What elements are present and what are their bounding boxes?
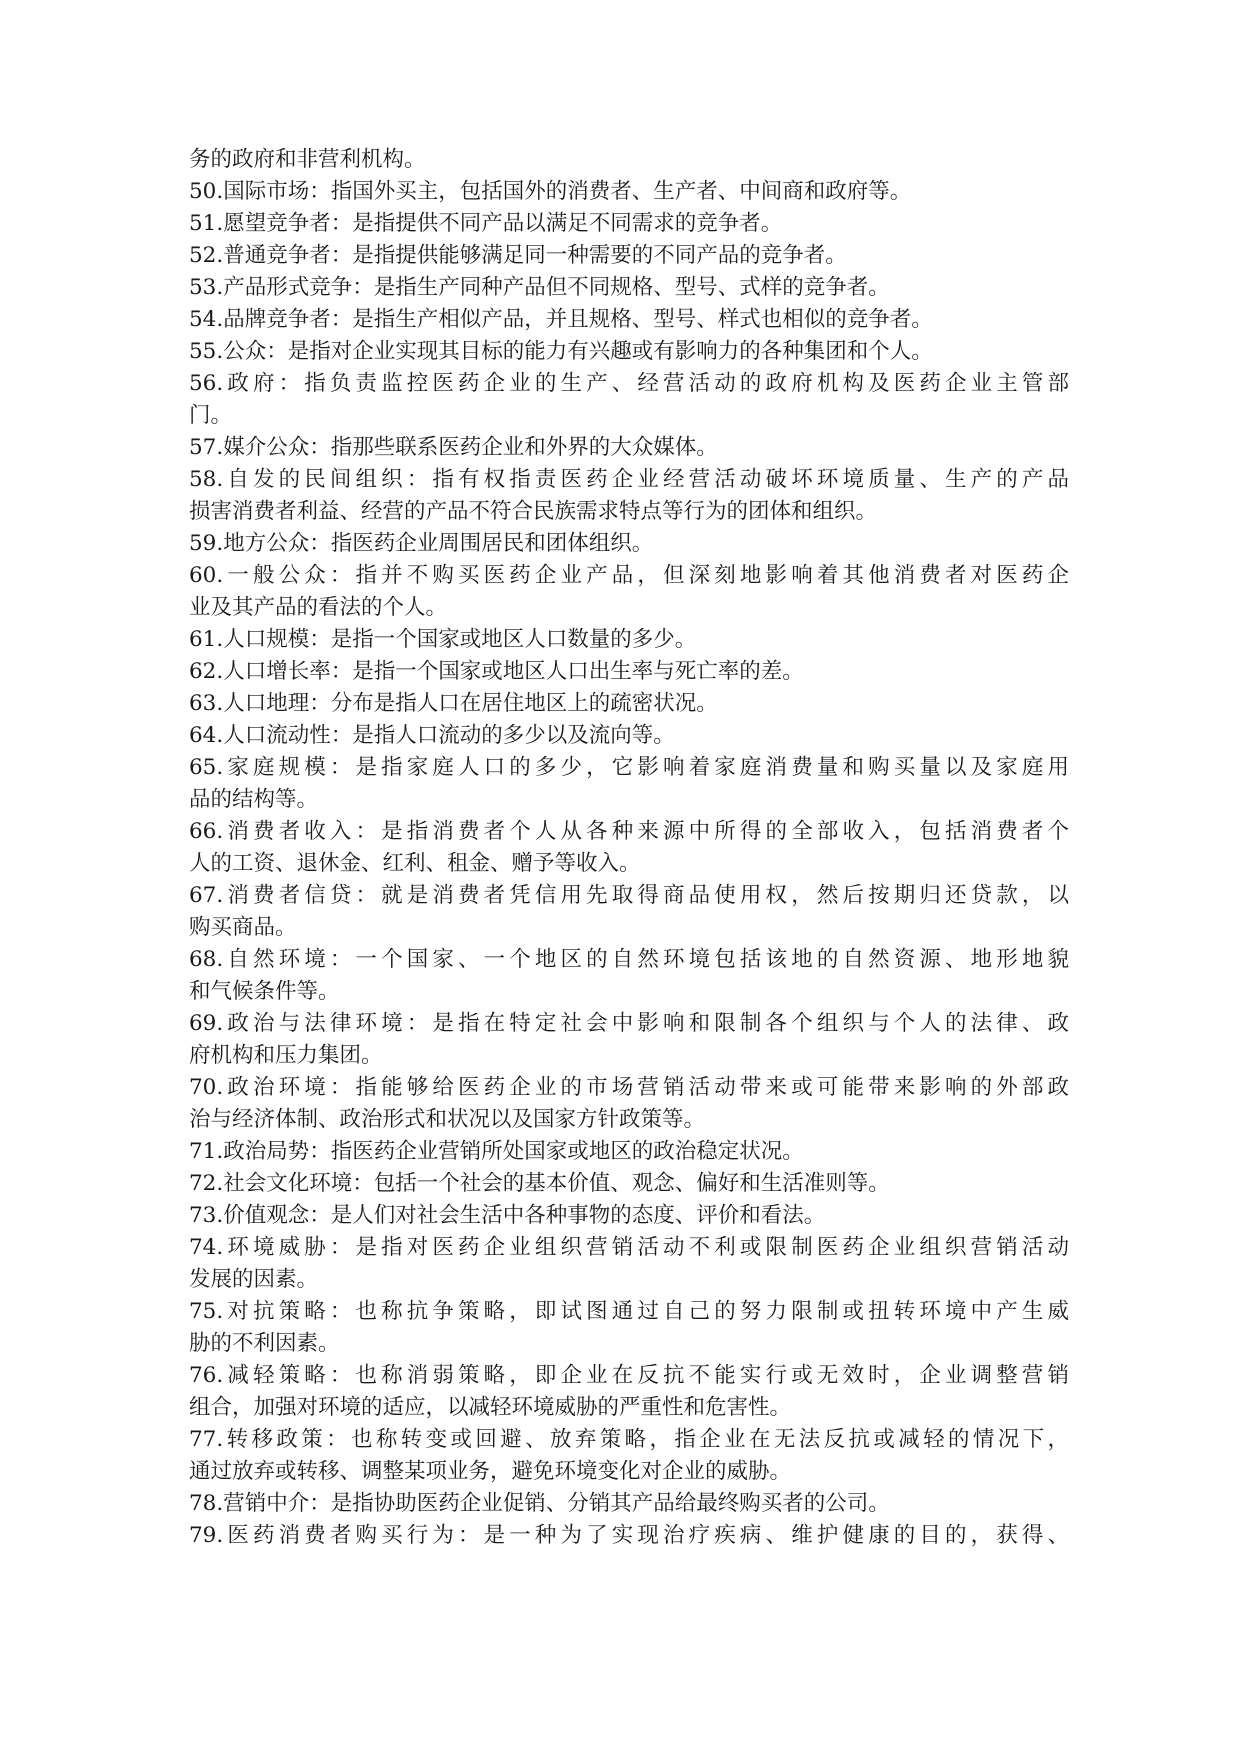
text-line: 59.地方公众：指医药企业周围居民和团体组织。 (189, 531, 654, 556)
text-line: 72.社会文化环境：包括一个社会的基本价值、观念、偏好和生活准则等。 (189, 1171, 890, 1196)
text-line: 56.政府：指负责监控医药企业的生产、经营活动的政府机构及医药企业主管部 (189, 371, 1069, 396)
text-line: 发展的因素。 (189, 1267, 319, 1292)
text-line: 人的工资、退休金、红利、租金、赠予等收入。 (189, 851, 641, 876)
text-line: 78.营销中介：是指协助医药企业促销、分销其产品给最终购买者的公司。 (189, 1491, 890, 1516)
text-line: 79.医药消费者购买行为：是一种为了实现治疗疾病、维护健康的目的，获得、 (189, 1523, 1069, 1548)
text-line: 业及其产品的看法的个人。 (189, 595, 448, 620)
text-line: 63.人口地理：分布是指人口在居住地区上的疏密状况。 (189, 691, 718, 716)
text-line: 品的结构等。 (189, 787, 319, 812)
text-line: 52.普通竞争者：是指提供能够满足同一种需要的不同产品的竞争者。 (189, 243, 847, 268)
text-line: 57.媒介公众：指那些联系医药企业和外界的大众媒体。 (189, 435, 718, 460)
text-line: 门。 (189, 403, 233, 428)
text-line: 71.政治局势：指医药企业营销所处国家或地区的政治稳定状况。 (189, 1139, 804, 1164)
text-line: 74.环境威胁：是指对医药企业组织营销活动不利或限制医药企业组织营销活动 (189, 1235, 1069, 1260)
text-line: 和气候条件等。 (189, 979, 340, 1004)
text-line: 务的政府和非营利机构。 (189, 147, 426, 172)
text-line: 54.品牌竞争者：是指生产相似产品，并且规格、型号、样式也相似的竞争者。 (189, 307, 933, 332)
text-line: 60.一般公众：指并不购买医药企业产品，但深刻地影响着其他消费者对医药企 (189, 563, 1069, 588)
text-line: 62.人口增长率：是指一个国家或地区人口出生率与死亡率的差。 (189, 659, 804, 684)
text-line: 68.自然环境：一个国家、一个地区的自然环境包括该地的自然资源、地形地貌 (189, 947, 1069, 972)
text-line: 58.自发的民间组织：指有权指责医药企业经营活动破坏环境质量、生产的产品 (189, 467, 1069, 492)
text-line: 76.减轻策略：也称消弱策略，即企业在反抗不能实行或无效时，企业调整营销 (189, 1363, 1069, 1388)
text-line: 67.消费者信贷：就是消费者凭信用先取得商品使用权，然后按期归还贷款，以 (189, 883, 1069, 908)
text-line: 66.消费者收入：是指消费者个人从各种来源中所得的全部收入，包括消费者个 (189, 819, 1069, 844)
text-line: 65.家庭规模：是指家庭人口的多少，它影响着家庭消费量和购买量以及家庭用 (189, 755, 1069, 780)
text-line: 治与经济体制、政治形式和状况以及国家方针政策等。 (189, 1107, 706, 1132)
text-line: 53.产品形式竞争：是指生产同种产品但不同规格、型号、式样的竞争者。 (189, 275, 890, 300)
text-line: 通过放弃或转移、调整某项业务，避免环境变化对企业的威胁。 (189, 1459, 792, 1484)
text-line: 70.政治环境：指能够给医药企业的市场营销活动带来或可能带来影响的外部政 (189, 1075, 1069, 1100)
text-line: 73.价值观念：是人们对社会生活中各种事物的态度、评价和看法。 (189, 1203, 826, 1228)
text-line: 64.人口流动性：是指人口流动的多少以及流向等。 (189, 723, 675, 748)
text-line: 55.公众：是指对企业实现其目标的能力有兴趣或有影响力的各种集团和个人。 (189, 339, 933, 364)
text-line: 51.愿望竞争者：是指提供不同产品以满足不同需求的竞争者。 (189, 211, 783, 236)
text-line: 75.对抗策略：也称抗争策略，即试图通过自己的努力限制或扭转环境中产生威 (189, 1299, 1069, 1324)
text-line: 府机构和压力集团。 (189, 1043, 383, 1068)
text-line: 50.国际市场：指国外买主，包括国外的消费者、生产者、中间商和政府等。 (189, 179, 912, 204)
text-line: 77.转移政策：也称转变或回避、放弃策略，指企业在无法反抗或减轻的情况下， (189, 1427, 1069, 1452)
text-line: 组合，加强对环境的适应，以减轻环境威胁的严重性和危害性。 (189, 1395, 792, 1420)
text-line: 损害消费者利益、经营的产品不符合民族需求特点等行为的团体和组织。 (189, 499, 878, 524)
body-text (189, 144, 1069, 1552)
text-line: 胁的不利因素。 (189, 1331, 340, 1356)
text-line: 61.人口规模：是指一个国家或地区人口数量的多少。 (189, 627, 697, 652)
text-line: 69.政治与法律环境：是指在特定社会中影响和限制各个组织与个人的法律、政 (189, 1011, 1069, 1036)
text-line: 购买商品。 (189, 915, 297, 940)
